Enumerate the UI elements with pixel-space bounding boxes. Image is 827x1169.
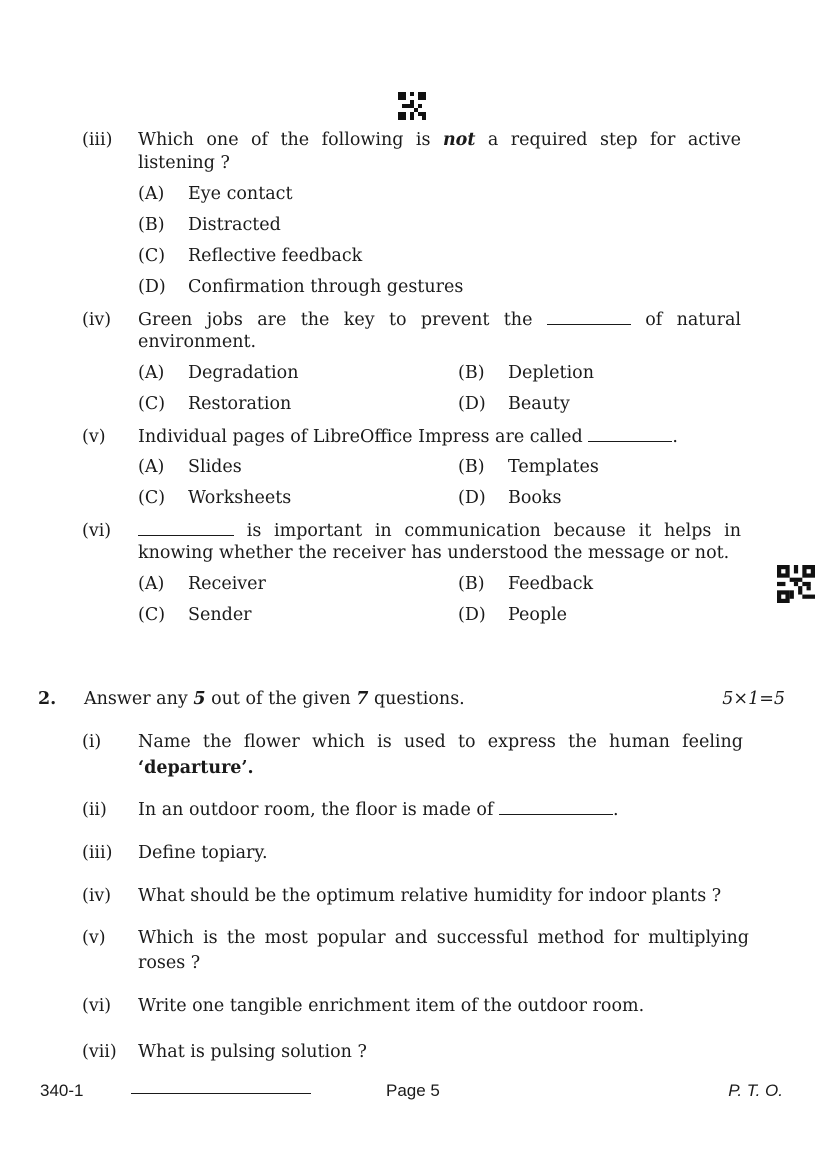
paper-code: 340-1: [40, 1081, 84, 1100]
answer-blank: [138, 520, 234, 536]
question-number: (vii): [82, 1042, 117, 1062]
instruction-text: Answer any: [84, 689, 188, 709]
option-text: Degradation: [188, 363, 299, 383]
question-text-line: Which is the most popular and successful method for multiplying: [138, 928, 749, 948]
option-text: Sender: [188, 605, 252, 625]
answer-blank: [499, 799, 613, 815]
instruction-text: questions.: [373, 689, 465, 709]
question-number: (i): [82, 732, 102, 752]
option-text: Worksheets: [188, 488, 292, 508]
option-label: (C): [138, 605, 166, 625]
question-number: (v): [82, 928, 106, 948]
question-text: Green jobs are the key to prevent the: [138, 310, 533, 330]
instruction-text: out of the given: [211, 689, 351, 709]
option-label: (C): [138, 394, 166, 414]
option-text: People: [508, 605, 568, 625]
question-text-line: [138, 799, 619, 822]
question-text-end: .: [672, 427, 678, 447]
question-number: (iii): [82, 843, 113, 863]
option-label: (B): [458, 457, 485, 477]
marks-allocation: 5×1=5: [722, 689, 785, 709]
answer-blank: [588, 426, 672, 442]
option-text: Books: [508, 488, 562, 508]
question-text-line: ‘departure’.: [138, 758, 254, 778]
option-label: (A): [138, 574, 165, 594]
question-text-line: roses ?: [138, 953, 201, 973]
option-text: Distracted: [188, 215, 281, 235]
question-text: a required step for active: [487, 130, 741, 150]
option-text: Beauty: [508, 394, 570, 414]
option-text: Receiver: [188, 574, 266, 594]
option-label: (A): [138, 457, 165, 477]
qr-code-top-icon: [398, 92, 426, 120]
instruction-number: 5: [193, 689, 206, 709]
question-text-line: What is pulsing solution ?: [138, 1042, 367, 1062]
please-turn-over: P. T. O.: [728, 1081, 783, 1100]
answer-blank: [547, 309, 631, 325]
option-text: Depletion: [508, 363, 594, 383]
option-label: (B): [138, 215, 165, 235]
question-text: Individual pages of LibreOffice Impress are called: [138, 427, 583, 447]
question-number: (ii): [82, 800, 107, 820]
section-number: 2.: [38, 689, 57, 709]
question-text-line: knowing whether the receiver has understood the message or not.: [138, 543, 730, 563]
question-text-line: What should be the optimum relative humidity for indoor plants ?: [138, 886, 722, 906]
question-number: (iv): [82, 310, 112, 330]
emphasis-text: not: [442, 130, 476, 150]
option-label: (D): [458, 605, 486, 625]
question-text: is important in communication because it helps in: [246, 521, 741, 541]
question-number: (iv): [82, 886, 112, 906]
question-text-line: listening ?: [138, 153, 230, 173]
option-text: Restoration: [188, 394, 292, 414]
option-label: (C): [138, 488, 166, 508]
question-text: Which one of the following is: [138, 130, 431, 150]
question-text-line: [138, 129, 741, 152]
question-text-line: [138, 309, 741, 332]
option-text: Eye contact: [188, 184, 293, 204]
option-label: (B): [458, 363, 485, 383]
option-text: Feedback: [508, 574, 594, 594]
option-text: Templates: [508, 457, 599, 477]
page-number: Page 5: [386, 1081, 440, 1100]
question-text-line: Name the flower which is used to express the human feeling: [138, 732, 743, 752]
question-number: (vi): [82, 996, 112, 1016]
option-text: Confirmation through gestures: [188, 277, 464, 297]
option-text: Slides: [188, 457, 242, 477]
option-label: (D): [458, 488, 486, 508]
question-text-line: environment.: [138, 332, 257, 352]
question-number: (vi): [82, 521, 112, 541]
section-instruction: [84, 688, 465, 711]
question-text-line: Define topiary.: [138, 843, 268, 863]
option-label: (A): [138, 184, 165, 204]
question-text: In an outdoor room, the floor is made of: [138, 800, 494, 820]
option-label: (C): [138, 246, 166, 266]
question-number: (iii): [82, 130, 113, 150]
question-number: (v): [82, 427, 106, 447]
question-text-line: [138, 520, 741, 543]
option-text: Reflective feedback: [188, 246, 363, 266]
question-text-line: Write one tangible enrichment item of the outdoor room.: [138, 996, 645, 1016]
question-text-end: .: [613, 800, 619, 820]
footer-divider: [131, 1093, 311, 1094]
question-text: of natural: [645, 310, 741, 330]
option-label: (D): [138, 277, 166, 297]
instruction-number: 7: [356, 689, 369, 709]
qr-code-side-icon: [777, 565, 815, 603]
option-label: (A): [138, 363, 165, 383]
question-text-line: [138, 426, 678, 449]
option-label: (B): [458, 574, 485, 594]
option-label: (D): [458, 394, 486, 414]
